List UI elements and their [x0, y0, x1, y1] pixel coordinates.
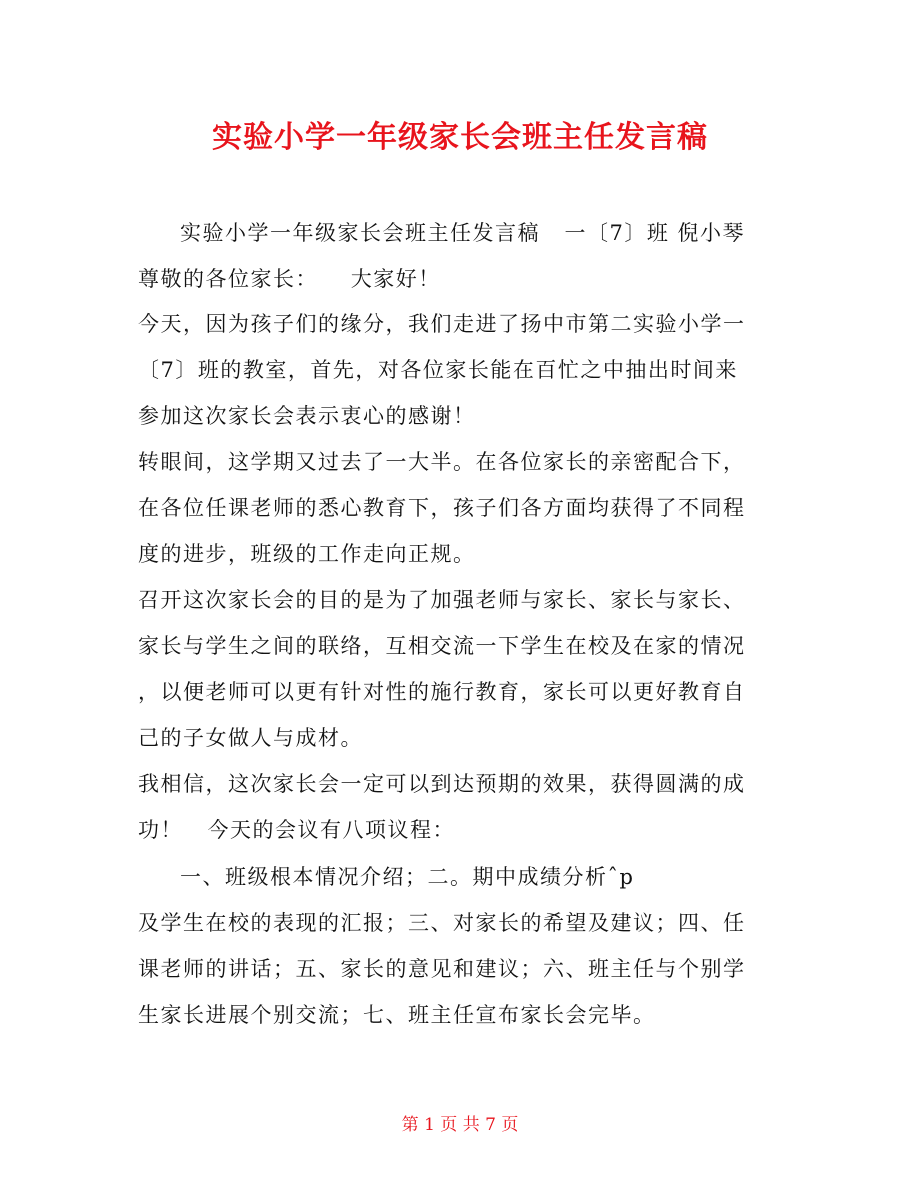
page-footer: 第 1 页 共 7 页 [401, 1115, 519, 1135]
body-line: 今天，因为孩子们的缘分，我们走进了扬中市第二实验小学一 [138, 312, 746, 336]
body-line: ，以便老师可以更有针对性的施行教育，家长可以更好教育自 [138, 680, 746, 704]
body-line: 一、班级根本情况介绍；二。期中成绩分析ˆp [180, 865, 635, 889]
body-line: 己的子女做人与成材。 [138, 726, 363, 750]
body-line: 功！ 今天的会议有八项议程： [138, 818, 456, 842]
body-line: 在各位任课老师的悉心教育下，孩子们各方面均获得了不同程 [138, 496, 746, 520]
body-line: 尊敬的各位家长： 大家好！ [138, 267, 441, 291]
body-line: 我相信，这次家长会一定可以到达预期的效果，获得圆满的成 [138, 772, 746, 796]
body-line: 参加这次家长会表示衷心的感谢！ [138, 404, 476, 428]
body-line: 课老师的讲话；五、家长的意见和建议；六、班主任与个别学 [138, 957, 746, 981]
body-line: 及学生在校的表现的汇报；三、对家长的希望及建议；四、任 [138, 911, 746, 935]
body-line: 家长与学生之间的联络，互相交流一下学生在校及在家的情况 [138, 634, 746, 658]
body-line: 度的进步，班级的工作走向正规。 [138, 542, 476, 566]
body-line: 转眼间，这学期又过去了一大半。在各位家长的亲密配合下， [138, 450, 746, 474]
body-line: 实验小学一年级家长会班主任发言稿 一〔7〕班 倪小琴 [180, 221, 746, 245]
body-line: 〔7〕班的教室，首先，对各位家长能在百忙之中抽出时间来 [138, 358, 738, 382]
document-title: 实验小学一年级家长会班主任发言稿 [212, 120, 708, 155]
body-line: 召开这次家长会的目的是为了加强老师与家长、家长与家长、 [138, 588, 746, 612]
body-line: 生家长进展个别交流；七、班主任宣布家长会完毕。 [138, 1003, 656, 1027]
